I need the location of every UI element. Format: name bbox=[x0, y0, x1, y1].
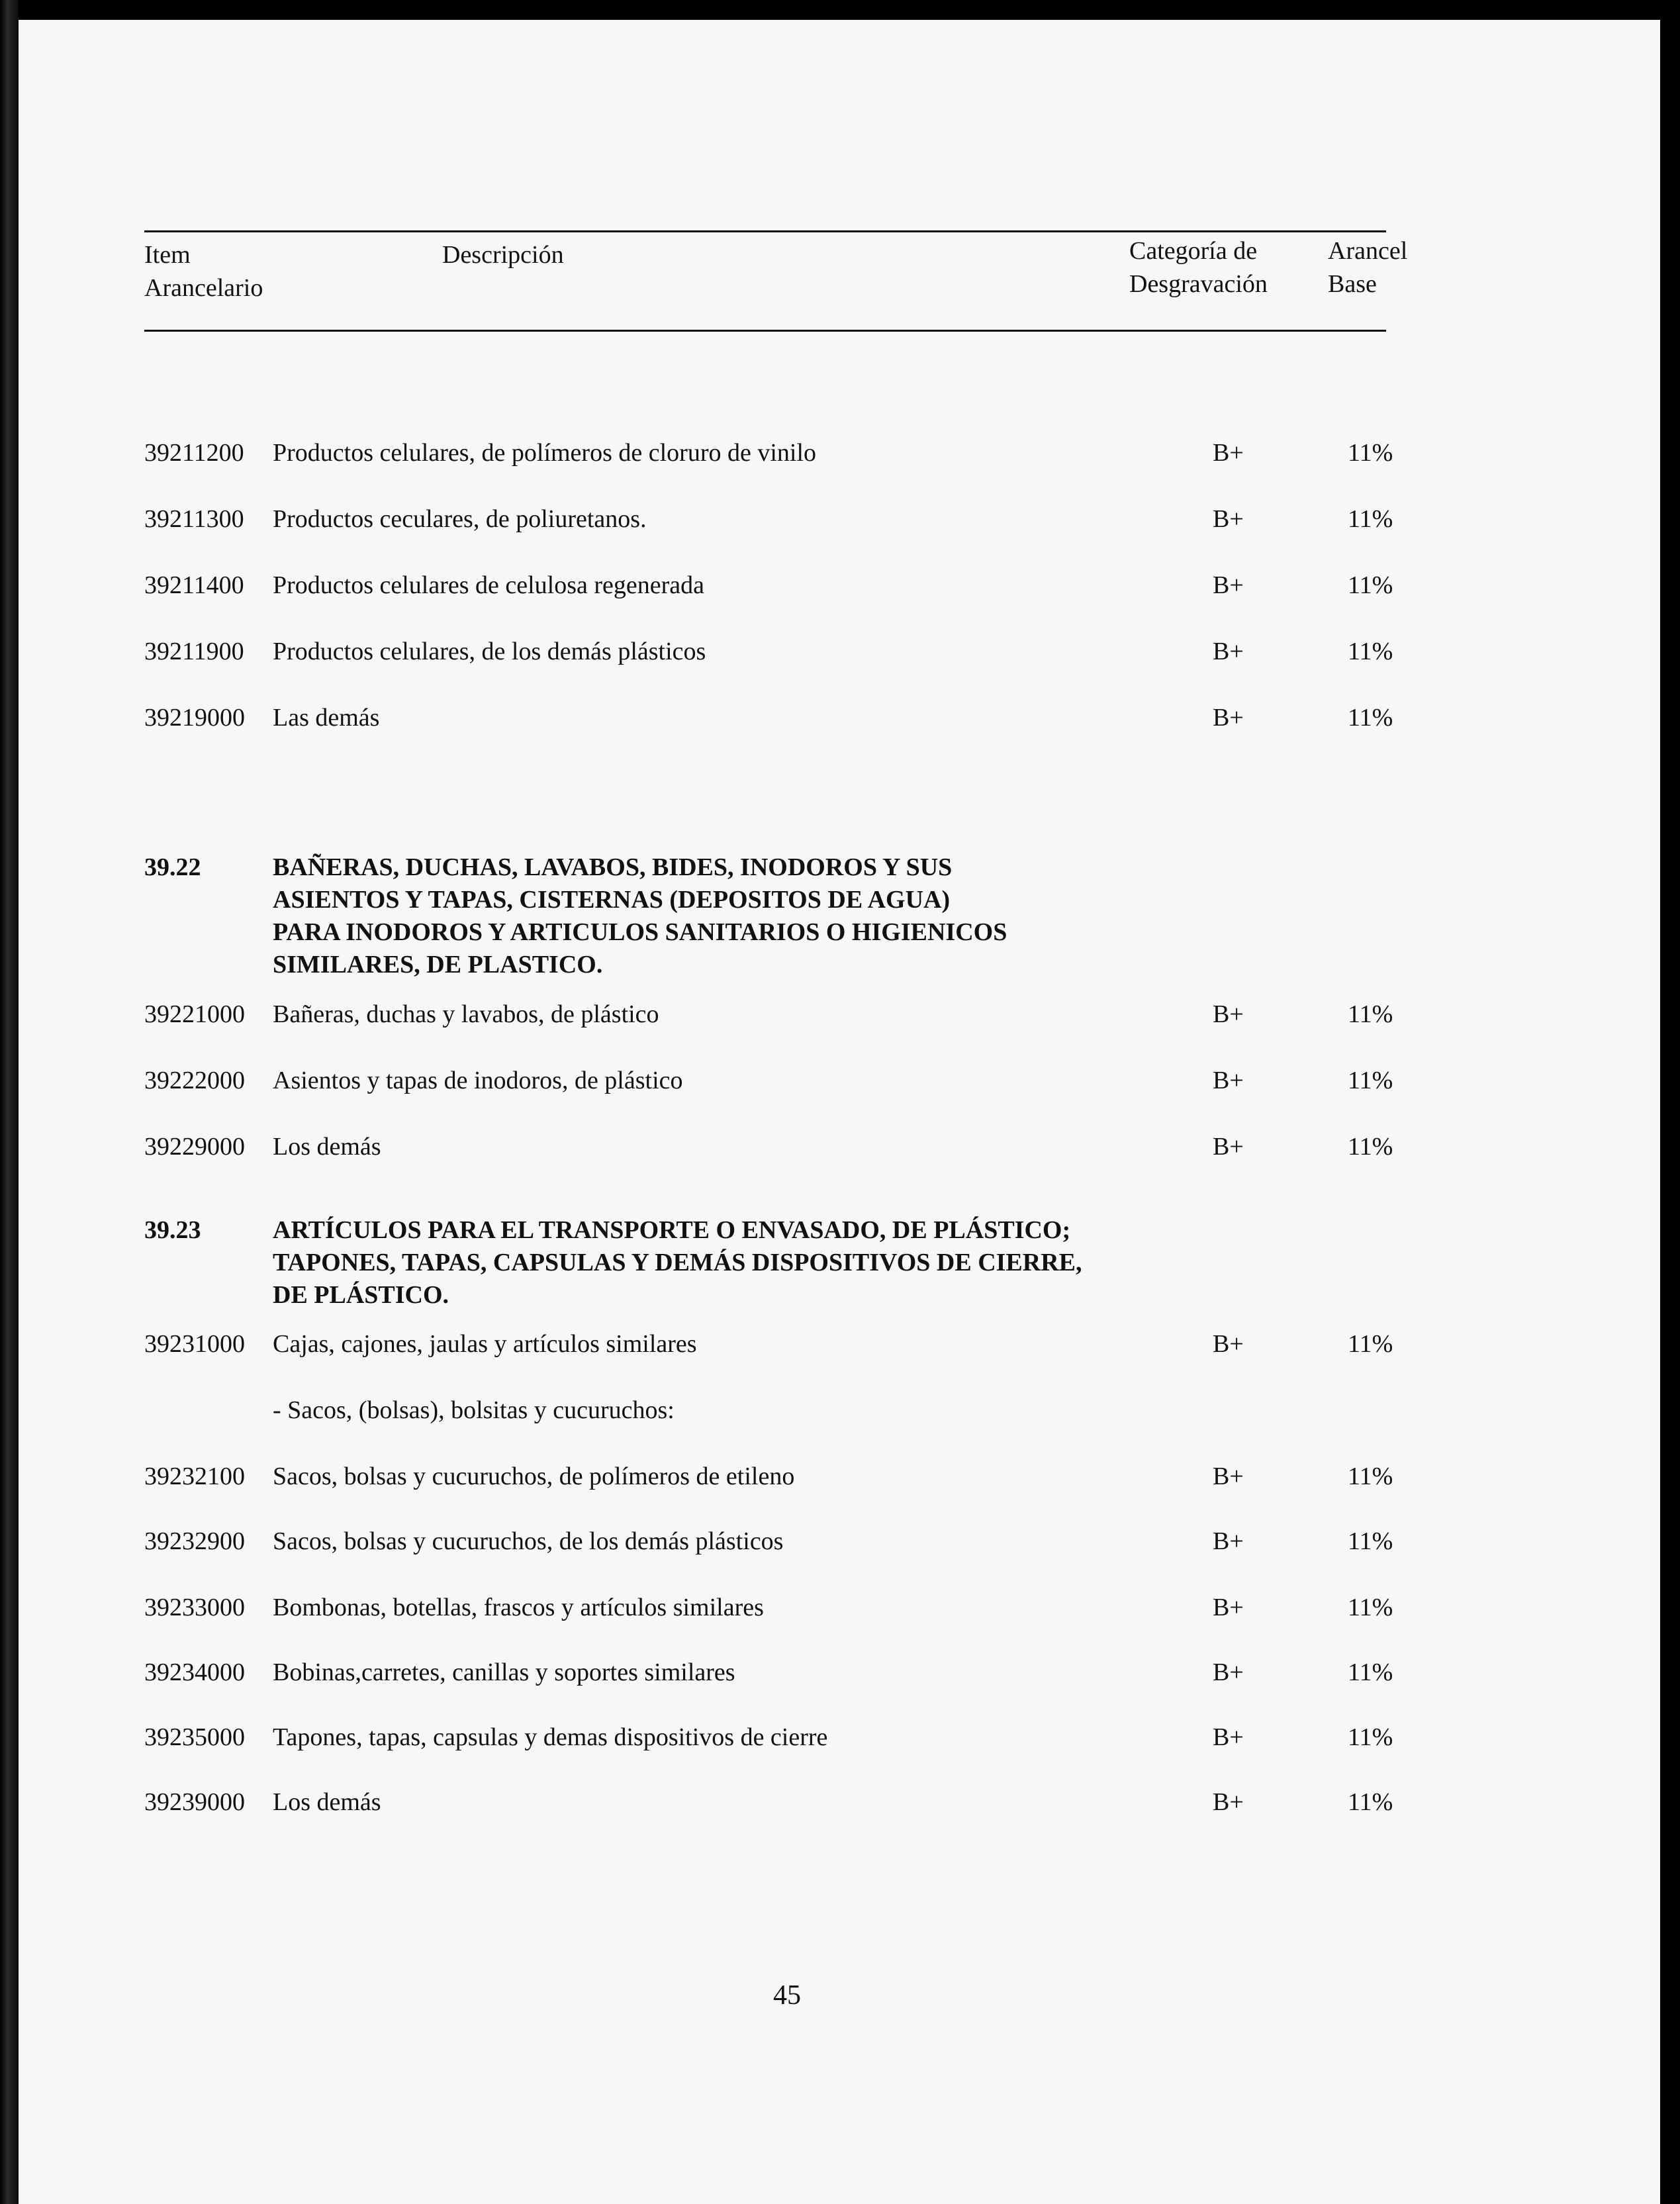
scan-border-right bbox=[1660, 0, 1680, 2204]
item-code: 39211200 bbox=[144, 439, 244, 467]
item-rate: 11% bbox=[1348, 439, 1393, 467]
item-description: Asientos y tapas de inodoros, de plástico bbox=[273, 1067, 683, 1094]
scan-border-left bbox=[0, 0, 19, 2204]
item-code: 39235000 bbox=[144, 1723, 245, 1751]
header-rate-line1: Arancel bbox=[1328, 237, 1408, 265]
scan-border-top bbox=[0, 0, 1680, 20]
table-row bbox=[144, 1655, 1402, 1690]
item-rate: 11% bbox=[1348, 1527, 1393, 1555]
header-category bbox=[1129, 234, 1268, 301]
item-description: Sacos, bolsas y cucuruchos, de los demás plásticos bbox=[273, 1527, 784, 1555]
item-rate: 11% bbox=[1348, 1723, 1393, 1751]
item-code: 39211900 bbox=[144, 638, 244, 665]
heading-code: 39.22 bbox=[144, 853, 201, 881]
sub-heading-note: - Sacos, (bolsas), bolsitas y cucuruchos: bbox=[273, 1396, 675, 1424]
item-code: 39232100 bbox=[144, 1462, 245, 1490]
item-category: B+ bbox=[1213, 1133, 1244, 1161]
item-description: Bombonas, botellas, frascos y artículos similares bbox=[273, 1594, 764, 1621]
table-row bbox=[144, 1524, 1402, 1558]
item-category: B+ bbox=[1213, 1067, 1244, 1094]
item-description: Cajas, cajones, jaulas y artículos similares bbox=[273, 1330, 697, 1358]
table-row bbox=[144, 1590, 1402, 1625]
item-code: 39233000 bbox=[144, 1594, 245, 1621]
header-item-line1: Item bbox=[144, 241, 191, 269]
item-description: Productos celulares, de polímeros de cloruro de vinilo bbox=[273, 439, 817, 467]
item-code: 39221000 bbox=[144, 1000, 245, 1028]
item-description: Bobinas,carretes, canillas y soportes similares bbox=[273, 1658, 735, 1686]
table-row bbox=[144, 1063, 1402, 1098]
item-rate: 11% bbox=[1348, 1594, 1393, 1621]
item-code: 39219000 bbox=[144, 704, 245, 732]
item-rate: 11% bbox=[1348, 505, 1393, 533]
item-category: B+ bbox=[1213, 1594, 1244, 1621]
table-row bbox=[144, 700, 1402, 735]
item-rate: 11% bbox=[1348, 1000, 1393, 1028]
item-code: 39234000 bbox=[144, 1658, 245, 1686]
item-rate: 11% bbox=[1348, 1462, 1393, 1490]
item-code: 39229000 bbox=[144, 1133, 245, 1161]
table-row bbox=[144, 1785, 1402, 1819]
item-code: 39222000 bbox=[144, 1067, 245, 1094]
header-item-line2: Arancelario bbox=[144, 274, 263, 302]
document-page bbox=[19, 20, 1660, 2204]
header-bottom-rule bbox=[144, 330, 1386, 332]
item-rate: 11% bbox=[1348, 571, 1393, 599]
item-description: Productos celulares, de los demás plásticos bbox=[273, 638, 706, 665]
item-category: B+ bbox=[1213, 1527, 1244, 1555]
item-description: Los demás bbox=[273, 1133, 381, 1161]
item-rate: 11% bbox=[1348, 1067, 1393, 1094]
item-description: Las demás bbox=[273, 704, 380, 732]
item-category: B+ bbox=[1213, 1788, 1244, 1816]
table-row bbox=[144, 502, 1402, 536]
table-row bbox=[144, 1459, 1402, 1494]
item-code: 39211400 bbox=[144, 571, 244, 599]
item-rate: 11% bbox=[1348, 704, 1393, 732]
item-code: 39231000 bbox=[144, 1330, 245, 1358]
table-row bbox=[144, 1129, 1402, 1164]
table-row bbox=[144, 634, 1402, 669]
item-category: B+ bbox=[1213, 1723, 1244, 1751]
table-row bbox=[144, 568, 1402, 602]
item-description: Tapones, tapas, capsulas y demas dispositivos de cierre bbox=[273, 1723, 828, 1751]
item-category: B+ bbox=[1213, 505, 1244, 533]
table-row bbox=[144, 997, 1402, 1031]
header-rate-line2: Base bbox=[1328, 270, 1377, 298]
item-code: 39211300 bbox=[144, 505, 244, 533]
item-description: Productos ceculares, de poliuretanos. bbox=[273, 505, 647, 533]
item-category: B+ bbox=[1213, 1462, 1244, 1490]
table-row bbox=[144, 436, 1402, 470]
header-category-line1: Categoría de bbox=[1129, 237, 1258, 265]
item-rate: 11% bbox=[1348, 638, 1393, 665]
heading-code: 39.23 bbox=[144, 1216, 201, 1244]
header-rate bbox=[1328, 234, 1407, 301]
item-rate: 11% bbox=[1348, 1788, 1393, 1816]
table-row bbox=[144, 1327, 1402, 1361]
page-number: 45 bbox=[773, 1980, 801, 2011]
heading-text: BAÑERAS, DUCHAS, LAVABOS, BIDES, INODOROS Y SUS ASIENTOS Y TAPAS, CISTERNAS (DEPOSITOS DE AGUA) PARA INODOROS Y ARTICULOS SANITARIOS O HIGIENICOS SIMILARES, DE PLASTICO. bbox=[273, 853, 1007, 979]
table-row bbox=[144, 1720, 1402, 1754]
item-rate: 11% bbox=[1348, 1658, 1393, 1686]
header-category-line2: Desgravación bbox=[1129, 270, 1268, 298]
item-description: Sacos, bolsas y cucuruchos, de polímeros de etileno bbox=[273, 1462, 795, 1490]
item-description: Productos celulares de celulosa regenerada bbox=[273, 571, 705, 599]
item-rate: 11% bbox=[1348, 1133, 1393, 1161]
item-code: 39232900 bbox=[144, 1527, 245, 1555]
header-top-rule bbox=[144, 230, 1386, 232]
item-code: 39239000 bbox=[144, 1788, 245, 1816]
header-description: Descripción bbox=[442, 241, 564, 269]
item-category: B+ bbox=[1213, 571, 1244, 599]
item-description: Los demás bbox=[273, 1788, 381, 1816]
item-category: B+ bbox=[1213, 704, 1244, 732]
item-category: B+ bbox=[1213, 1658, 1244, 1686]
item-category: B+ bbox=[1213, 638, 1244, 665]
item-category: B+ bbox=[1213, 439, 1244, 467]
item-category: B+ bbox=[1213, 1330, 1244, 1358]
item-category: B+ bbox=[1213, 1000, 1244, 1028]
item-rate: 11% bbox=[1348, 1330, 1393, 1358]
item-description: Bañeras, duchas y lavabos, de plástico bbox=[273, 1000, 659, 1028]
header-item bbox=[144, 238, 263, 305]
heading-text: ARTÍCULOS PARA EL TRANSPORTE O ENVASADO, DE PLÁSTICO; TAPONES, TAPAS, CAPSULAS Y DEMÁS DISPOSITIVOS DE CIERRE, DE PLÁSTICO. bbox=[273, 1216, 1082, 1309]
